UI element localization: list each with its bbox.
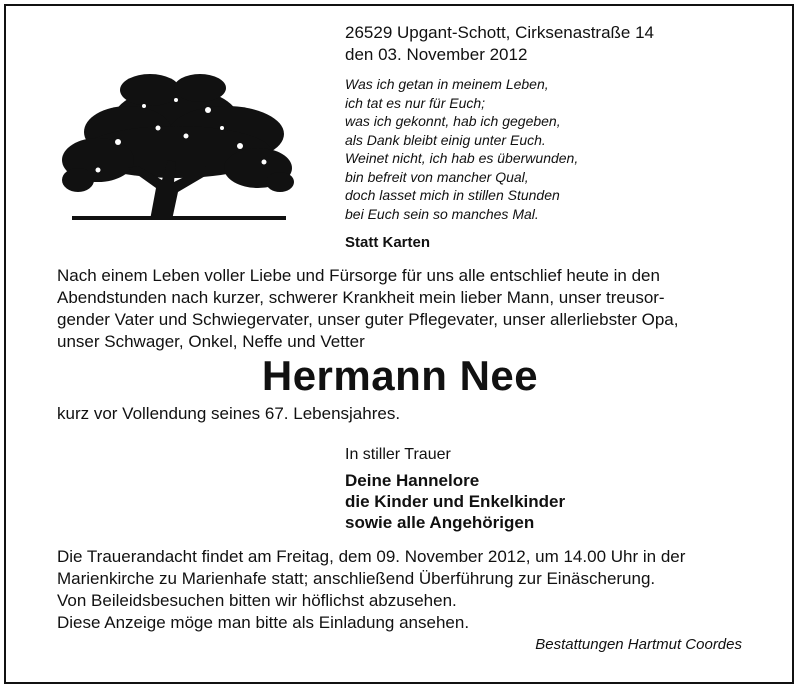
age-line: kurz vor Vollendung seines 67. Lebensjahres. xyxy=(57,404,401,423)
tree-icon xyxy=(58,70,296,222)
announcement-line: gender Vater und Schwiegervater, unser guter Pflegevater, unser allerliebster Opa, xyxy=(57,310,679,329)
undertaker-credit: Bestattungen Hartmut Coordes xyxy=(535,636,742,653)
poem-line: bin befreit von mancher Qual, xyxy=(345,168,529,185)
poem-line: bei Euch sein so manches Mal. xyxy=(345,205,539,222)
address-line: 26529 Upgant-Schott, Cirksenastraße 14 xyxy=(345,23,655,42)
deceased-name: Hermann Nee xyxy=(261,352,539,399)
mourner-line: Deine Hannelore xyxy=(345,471,480,490)
statt-karten-heading: Statt Karten xyxy=(345,234,431,251)
mourner-line: sowie alle Angehörigen xyxy=(345,513,535,532)
mourner-line: die Kinder und Enkelkinder xyxy=(345,492,566,511)
announcement-line: Nach einem Leben voller Liebe und Fürsorge für uns alle entschlief heute in den xyxy=(57,266,660,285)
mourning-phrase: In stiller Trauer xyxy=(345,446,451,463)
funeral-line: Marienkirche zu Marienhafe statt; anschließend Überführung zur Einäscherung. xyxy=(57,569,656,588)
poem-line: doch lasset mich in stillen Stunden xyxy=(345,187,560,203)
poem-line: als Dank bleibt einig unter Euch. xyxy=(345,131,546,148)
poem-line: Weinet nicht, ich hab es überwunden, xyxy=(345,150,579,166)
announcement-line: unser Schwager, Onkel, Neffe und Vetter xyxy=(57,332,365,351)
poem-line: was ich gekonnt, hab ich gegeben, xyxy=(345,113,561,129)
mourners-list xyxy=(345,470,565,533)
announcement-line: Abendstunden nach kurzer, schwerer Krankheit mein lieber Mann, unser treusor- xyxy=(57,288,665,307)
poem-line: Was ich getan in meinem Leben, xyxy=(345,76,549,92)
memorial-poem xyxy=(345,75,578,223)
funeral-line: Diese Anzeige möge man bitte als Einladung ansehen. xyxy=(57,613,470,632)
poem-line: ich tat es nur für Euch; xyxy=(345,94,486,111)
funeral-line: Die Trauerandacht findet am Freitag, dem 09. November 2012, um 14.00 Uhr in der xyxy=(57,547,686,566)
announcement-text xyxy=(57,265,757,353)
date-line: den 03. November 2012 xyxy=(345,45,528,64)
sender-address-block xyxy=(345,22,654,66)
funeral-info xyxy=(57,546,685,634)
funeral-line: Von Beileidsbesuchen bitten wir höflichst abzusehen. xyxy=(57,591,457,610)
